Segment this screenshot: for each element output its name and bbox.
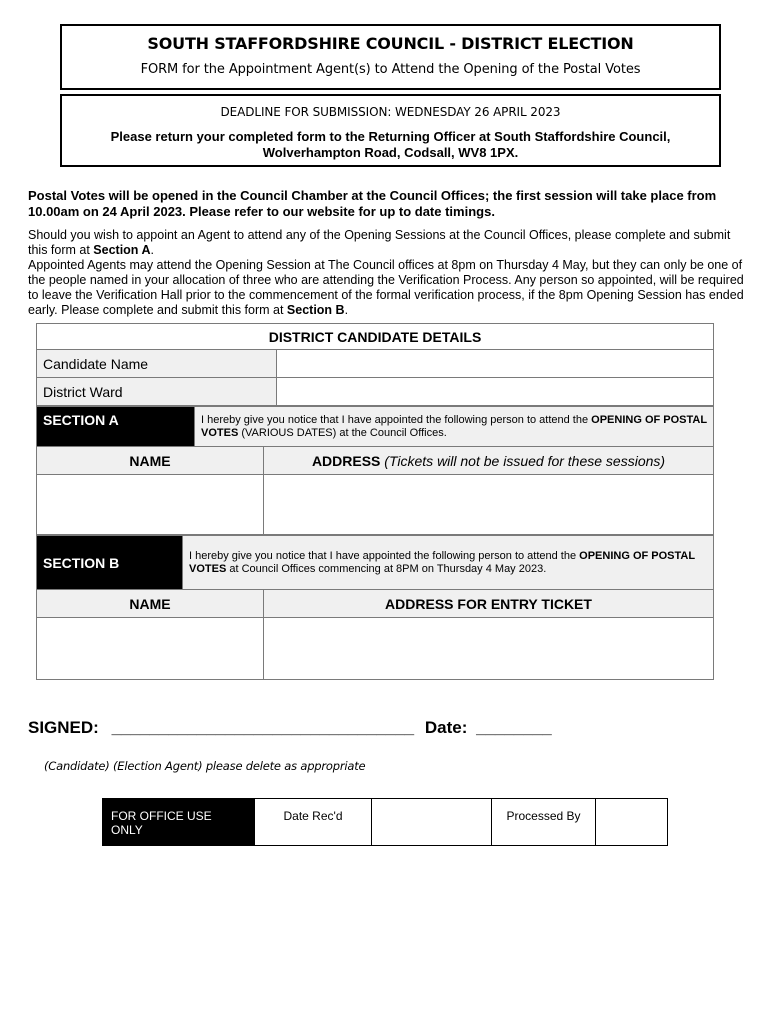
notice-bold: OPENING OF POSTAL VOTES xyxy=(189,549,695,575)
section-b-notice xyxy=(183,536,714,590)
notice-text: I hereby give you notice that I have appointed the following person to attend the xyxy=(201,413,592,426)
notice-text: (VARIOUS DATES) at the Council Offices. xyxy=(238,426,447,439)
delete-as-appropriate-note: (Candidate) (Election Agent) please delete as appropriate xyxy=(44,759,366,773)
signature-field[interactable]: ________________________________ xyxy=(111,718,415,737)
section-a-address-header xyxy=(264,447,714,475)
form-subtitle: FORM for the Appointment Agent(s) to Attend the Opening of the Postal Votes xyxy=(140,62,641,77)
processed-by-field[interactable] xyxy=(596,799,668,846)
form-title: SOUTH STAFFORDSHIRE COUNCIL - DISTRICT ELECTION xyxy=(147,34,634,53)
date-field[interactable]: ________ xyxy=(476,718,552,737)
deadline-label: DEADLINE FOR SUBMISSION: WEDNESDAY 26 APRIL 2023 xyxy=(220,105,561,119)
address-header-text: ADDRESS xyxy=(311,452,381,469)
instructions-text: Appointed Agents may attend the Opening Session at The Council offices at 8pm on Thursday 4 May, but they can only be one of the people named in your allocation of three who are attending the Verification Process. Any person so appointed, will be required to leave the Verification Hall prior to the commencement of the formal verification process, if the 8pm Opening Session has ended early. Please complete and submit this form at xyxy=(28,258,744,317)
notice-text: I hereby give you notice that I have appointed the following person to attend the xyxy=(189,549,580,562)
section-b-reference: Section B xyxy=(286,303,345,317)
district-ward-field[interactable] xyxy=(277,378,714,406)
processed-by-label: Processed By xyxy=(492,799,596,846)
instructions-text: . xyxy=(344,303,349,317)
address-note: (Tickets will not be issued for these sessions) xyxy=(380,452,666,469)
deadline-box xyxy=(60,94,721,167)
section-a-table xyxy=(36,406,714,535)
section-a-name-header: NAME xyxy=(37,447,264,475)
postal-votes-notice: Postal Votes will be opened in the Council Chamber at the Council Offices; the first session will take place from 10.00am on 24 April 2023. Please refer to our website for up to date timings. xyxy=(28,188,717,219)
instructions-section-a xyxy=(28,228,748,258)
section-b-table xyxy=(36,535,714,680)
form-title-box xyxy=(60,24,721,90)
section-a-notice xyxy=(195,407,714,447)
signature-line xyxy=(28,718,748,738)
notice-text: at Council Offices commencing at 8PM on Thursday 4 May 2023. xyxy=(226,562,547,575)
section-b-name-field[interactable] xyxy=(37,618,264,680)
date-label: Date: xyxy=(424,718,468,737)
section-b-address-field[interactable] xyxy=(264,618,714,680)
date-recd-label: Date Rec'd xyxy=(255,799,372,846)
office-use-table xyxy=(102,798,668,846)
section-a-reference: Section A xyxy=(93,243,151,257)
date-recd-field[interactable] xyxy=(372,799,492,846)
instructions xyxy=(28,228,748,318)
office-use-label: FOR OFFICE USE ONLY xyxy=(103,799,255,846)
candidate-details-heading: DISTRICT CANDIDATE DETAILS xyxy=(37,324,714,350)
section-a-label: SECTION A xyxy=(37,407,195,447)
section-b-name-header: NAME xyxy=(37,590,264,618)
return-instructions: Please return your completed form to the Returning Officer at South Staffordshire Council, Wolverhampton Road, Codsall, WV8 1PX. xyxy=(110,129,671,160)
notice-bold: OPENING OF POSTAL VOTES xyxy=(201,413,707,439)
instructions-section-b xyxy=(28,258,748,318)
signed-label: SIGNED: xyxy=(28,718,99,737)
instructions-text: . xyxy=(150,243,154,257)
candidate-name-label: Candidate Name xyxy=(37,350,277,378)
section-b-address-header: ADDRESS FOR ENTRY TICKET xyxy=(264,590,714,618)
instructions-text: Should you wish to appoint an Agent to attend any of the Opening Sessions at the Council Offices, please complete and submit this form at xyxy=(28,228,731,257)
section-a-address-field[interactable] xyxy=(264,475,714,535)
section-a-name-field[interactable] xyxy=(37,475,264,535)
district-ward-label: District Ward xyxy=(37,378,277,406)
section-b-label: SECTION B xyxy=(37,536,183,590)
candidate-name-field[interactable] xyxy=(277,350,714,378)
candidate-details-table xyxy=(36,323,714,406)
